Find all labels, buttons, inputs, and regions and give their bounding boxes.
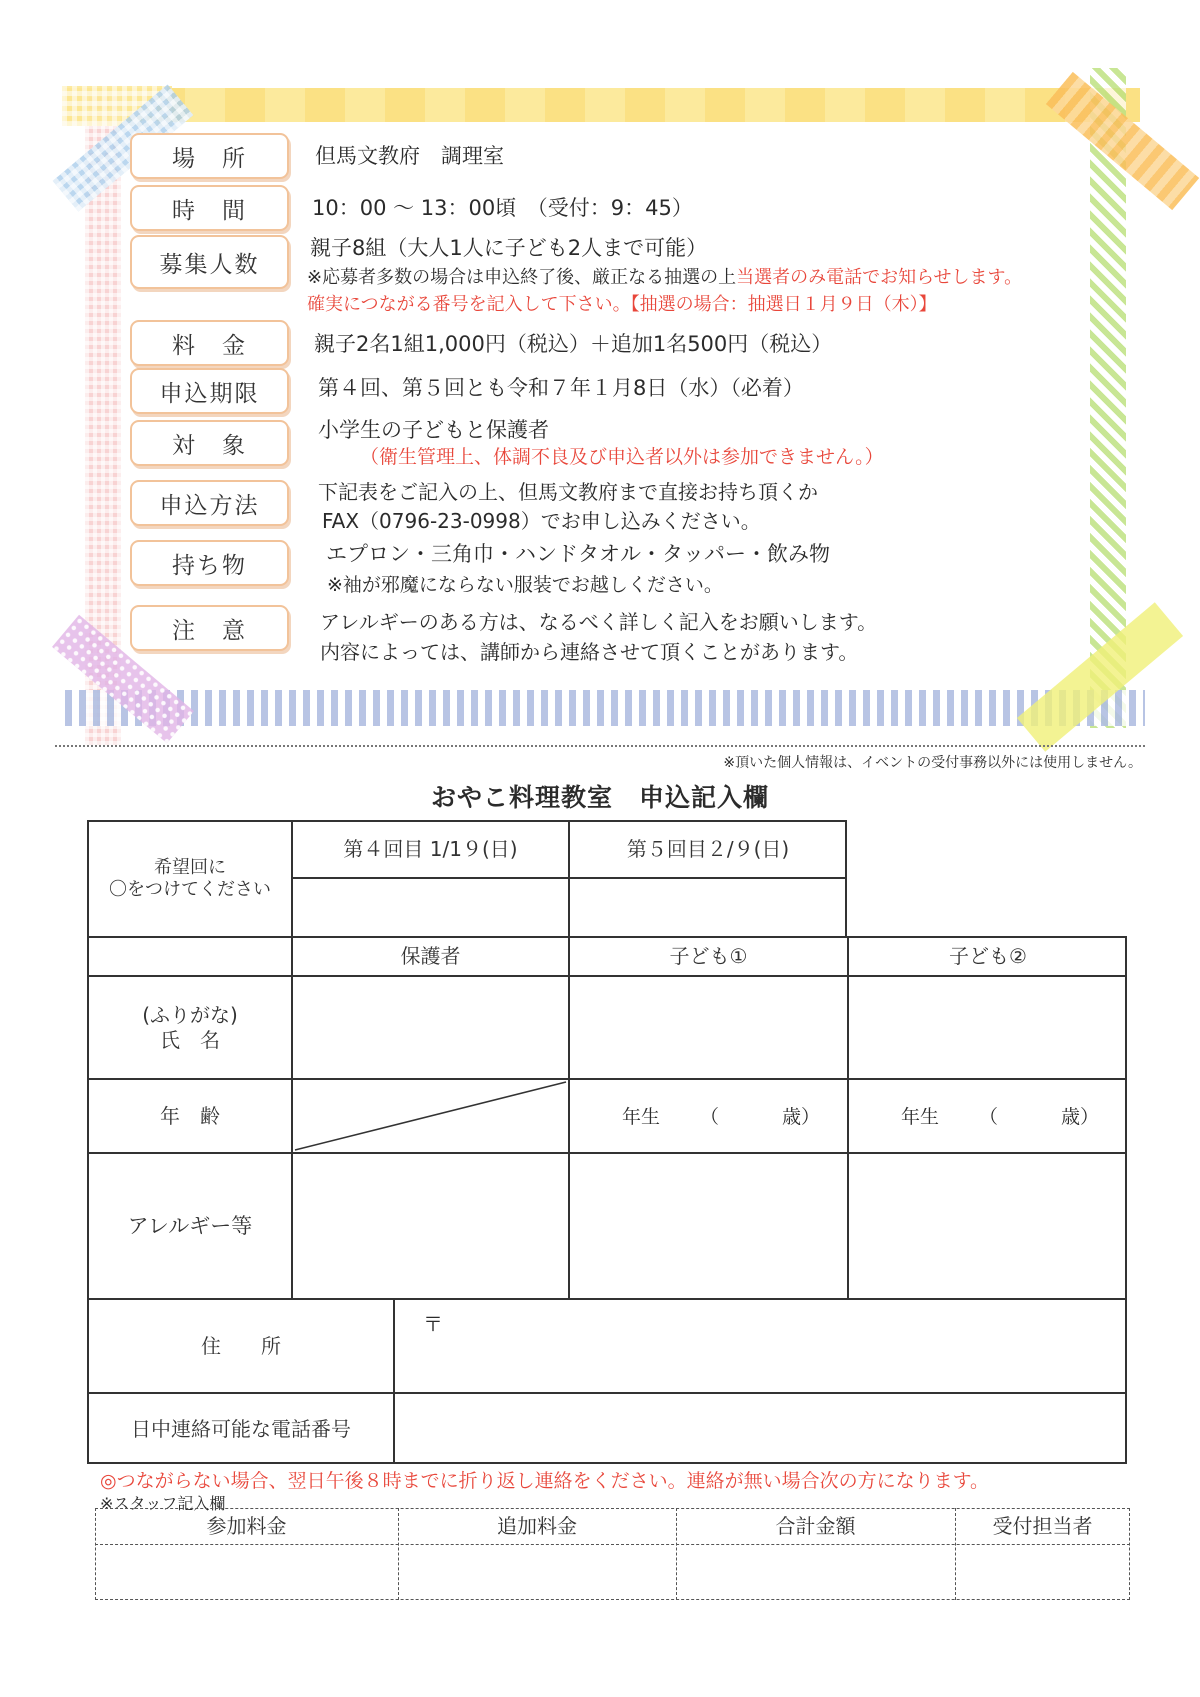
child1-age-field[interactable] [570,1080,847,1152]
guardian-allergy-field[interactable] [293,1154,568,1298]
child2-allergy-field[interactable] [849,1154,1127,1298]
child2-grade-label: 年生 [901,1106,940,1128]
phone-field[interactable] [395,1394,1127,1464]
session-label [89,822,291,936]
staff-total-field[interactable] [677,1545,955,1599]
method-line2: FAX（0796-23-0998）でお申し込みください。 [322,509,761,533]
cut-line [55,745,1145,747]
label-items: 持ち物 [130,540,289,586]
target-value: 小学生の子どもと保護者 [318,418,549,442]
label-fee: 料 金 [130,320,289,366]
staff-col-extra: 追加料金 [497,1513,577,1538]
capacity-note-line1 [307,263,1022,289]
tape-bottom [65,690,1145,726]
capacity-value: 親子8組（大人1人に子ども2人まで可能） [310,236,708,260]
items-line1: エプロン・三角巾・ハンドタオル・タッパー・飲み物 [326,542,830,566]
label-method: 申込方法 [130,480,289,526]
fee-value: 親子2名1組1,000円（税込）＋追加1名500円（税込） [314,332,833,356]
guardian-name-field[interactable] [293,977,568,1078]
capacity-note-line2: 確実につながる番号を記入して下さい。【抽選の場合：抽選日１月９日（木）】 [307,294,937,315]
staff-extra-field[interactable] [399,1545,676,1599]
staff-receiver-field[interactable] [956,1545,1129,1599]
contact-notice: ◎つながらない場合、翌日午後８時までに折り返し連絡をください。連絡が無い場合次の方になります。 [100,1470,990,1492]
child1-age-suffix: 歳） [782,1106,821,1128]
child2-age-suffix: 歳） [1061,1106,1100,1128]
label-place: 場 所 [130,133,289,179]
child1-name-field[interactable] [570,977,847,1078]
address-field[interactable] [395,1300,1127,1392]
furigana-label: (ふりがな) [142,1002,238,1027]
staff-caption: ※スタッフ記入欄 [100,1494,226,1513]
row-age-label: 年 齢 [160,1103,220,1128]
staff-col-total: 合計金額 [775,1513,856,1538]
deadline-value: 第４回、第５回とも令和７年１月8日（水）（必着） [318,376,804,400]
session-label-line1: 希望回に [154,856,226,878]
label-deadline: 申込期限 [130,368,289,414]
child1-grade-label: 年生 [622,1106,661,1128]
session4-header: 第４回目 1/1９(日) [343,837,518,861]
session5-header: 第５回目２/９(日) [626,837,790,861]
col-child1: 子ども① [669,944,748,968]
row-name-label [89,977,291,1078]
method-line1: 下記表をご記入の上、但馬文教府まで直接お持ち頂くか [318,480,818,504]
postal-mark: 〒 [423,1312,443,1336]
capacity-note-text: ※応募者多数の場合は申込終了後、厳正なる抽選の上 [307,267,737,288]
label-capacity: 募集人数 [130,235,289,289]
caution-line2: 内容によっては、講師から連絡させて頂くことがあります。 [320,640,859,664]
child2-paren-open: （ [979,1106,999,1128]
label-target: 対 象 [130,420,289,466]
place-value: 但馬文教府 調理室 [315,144,504,168]
label-time: 時 間 [130,185,289,231]
guardian-age-diagonal [293,1080,568,1152]
session-label-line2: 〇をつけてください [109,879,271,900]
items-line2: ※袖が邪魔にならない服装でお越しください。 [327,574,723,596]
child2-age-field[interactable] [849,1080,1127,1152]
col-child2: 子ども② [949,944,1027,968]
staff-col-fee: 参加料金 [206,1513,287,1538]
col-guardian: 保護者 [400,944,461,968]
row-address-label: 住 所 [201,1333,281,1358]
form-title: おやこ料理教室 申込記入欄 [430,783,769,812]
caution-line1: アレルギーのある方は、なるべく詳しく記入をお願いします。 [320,610,878,634]
target-note: （衛生管理上、体調不良及び申込者以外は参加できません。） [360,446,884,468]
child1-allergy-field[interactable] [570,1154,847,1298]
session4-mark-field[interactable] [293,879,568,936]
staff-col-receiver: 受付担当者 [992,1513,1093,1538]
staff-fee-field[interactable] [96,1545,398,1599]
name-label: 氏 名 [160,1027,220,1052]
time-value: 10：00 ～ 13：00頃 （受付：9：45） [312,196,693,220]
child1-paren-open: （ [700,1106,720,1128]
row-allergy-label: アレルギー等 [127,1213,253,1238]
privacy-note: ※頂いた個人情報は、イベントの受付事務以外には使用しません。 [723,755,1142,771]
tape-top [65,88,1140,122]
session5-mark-field[interactable] [570,879,846,936]
row-phone-label: 日中連絡可能な電話番号 [131,1416,351,1441]
label-caution: 注 意 [130,605,289,651]
child2-name-field[interactable] [849,977,1127,1078]
capacity-note-red: 当選者のみ電話でお知らせします。 [736,267,1023,288]
